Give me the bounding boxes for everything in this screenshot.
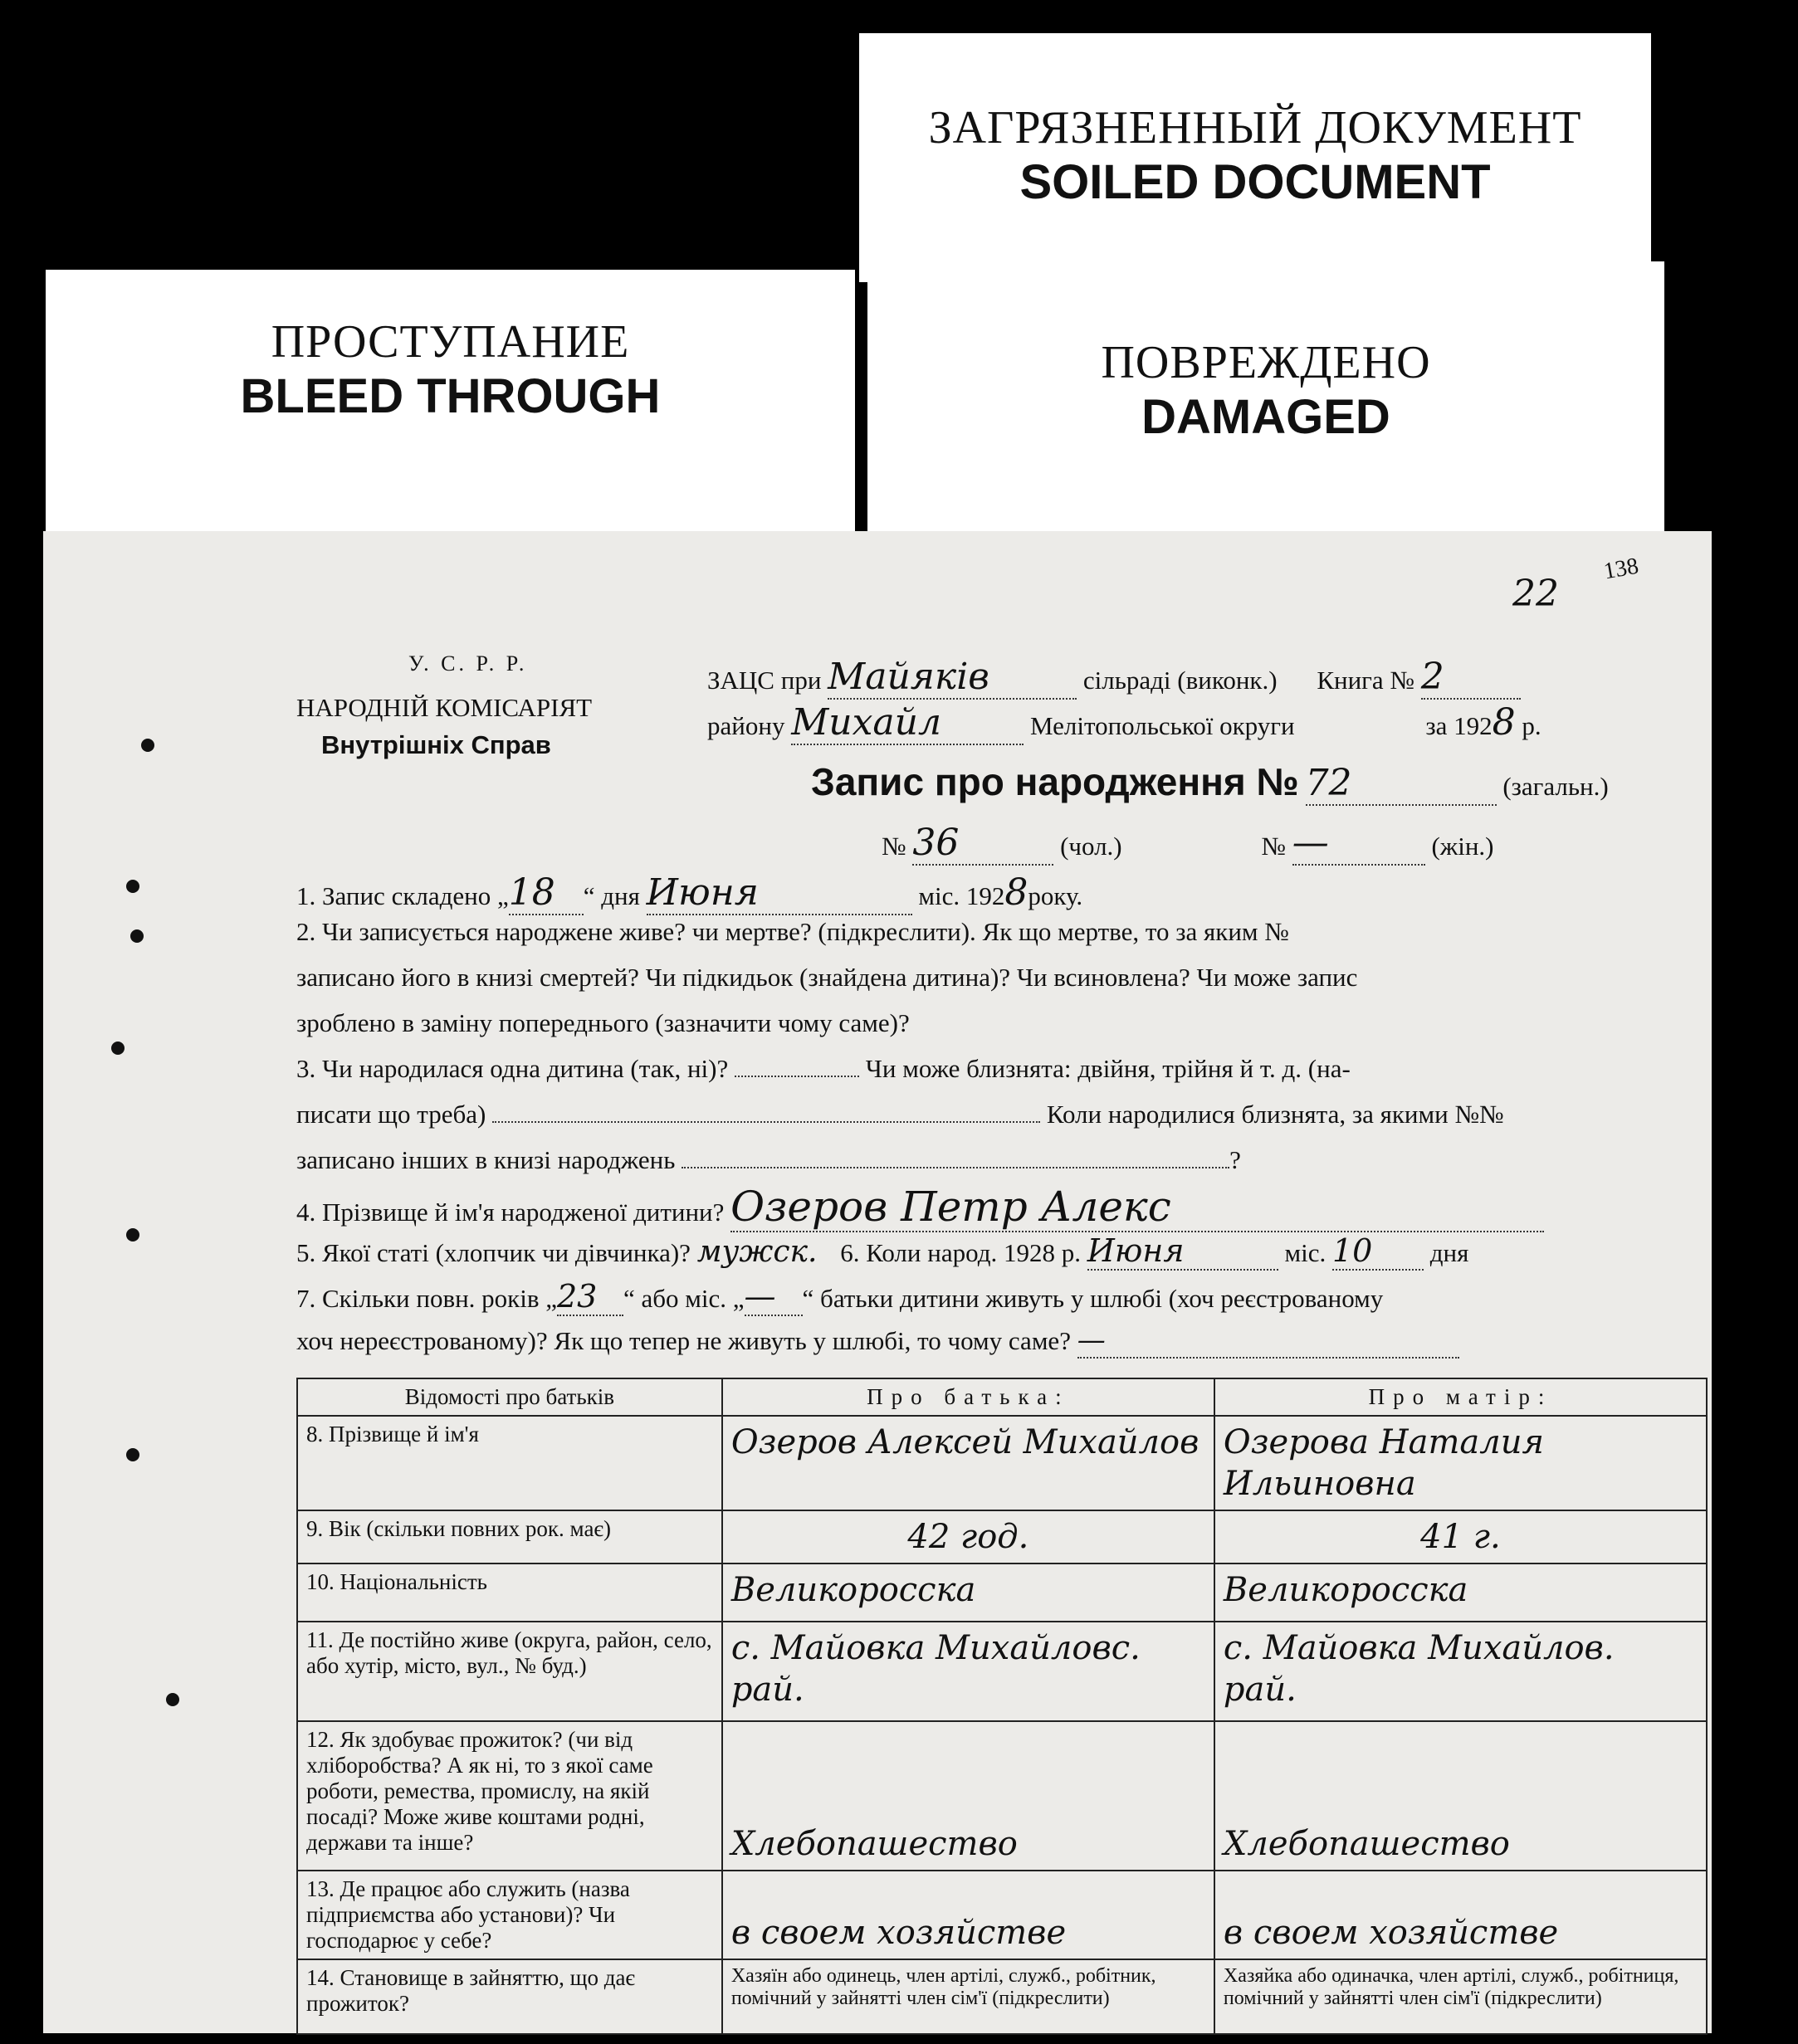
q3-label-c: писати що треба): [296, 1100, 486, 1129]
q3-line-3: записано інших в книзі народжень ?: [296, 1145, 1241, 1174]
row-question: 11. Де постійно живе (округа, район, село, або хутір, місто, вул., № буд.): [297, 1622, 722, 1721]
header-parents-info: Відомості про батьків: [297, 1378, 722, 1416]
table-row: [297, 1563, 1707, 1622]
zagaln-label: (загальн.): [1502, 772, 1609, 801]
table-row: [297, 1959, 1707, 2034]
q1-month: Июня: [647, 871, 912, 915]
zhin-label: (жін.): [1431, 832, 1494, 861]
q1-year: 8: [1004, 871, 1028, 914]
q1-day-label: “ дня: [583, 881, 640, 910]
q7-label-d: хоч нереєстрованому)? Як що тепер не живуть у шлюбі, то чому саме?: [296, 1326, 1071, 1355]
table-row: [297, 1721, 1707, 1871]
q5-q6-line: [296, 1232, 1468, 1271]
year-value: 8: [1492, 701, 1516, 744]
table-header-row: [297, 1378, 1707, 1416]
q1-line: [296, 871, 1082, 915]
zhin-number: —: [1292, 822, 1425, 866]
corner-number-2: 138: [1601, 553, 1641, 585]
okruga-label: Мелітопольської округи: [1029, 711, 1295, 740]
no-sign: №: [1261, 832, 1286, 861]
punch-hole: [111, 1042, 125, 1055]
birth-month-value: Июня: [1087, 1232, 1278, 1271]
q3-line-1: [296, 1054, 1351, 1084]
label-card-soiled: [859, 33, 1651, 282]
row-question: 14. Становище в зайняттю, що дає прожиток?: [297, 1959, 722, 2034]
marriage-years-value: 23: [557, 1278, 623, 1316]
corner-number: 22: [1512, 573, 1559, 615]
header-mother: Про матір:: [1214, 1378, 1707, 1416]
q1-day: 18: [509, 871, 584, 915]
year-suffix: р.: [1522, 711, 1541, 740]
zags-value: Майяків: [828, 656, 1077, 700]
father-value: Озеров Алексей Михайлов: [722, 1416, 1214, 1510]
q7-line-1: [296, 1278, 1383, 1316]
rayon-label: району: [707, 711, 785, 740]
q1-label: 1. Запис складено „: [296, 881, 509, 910]
zags-line: [707, 656, 1521, 700]
record-number: 72: [1306, 762, 1497, 806]
book-value: 2: [1421, 656, 1521, 700]
bleed-label-en: BLEED THROUGH: [240, 369, 661, 423]
punch-hole: [141, 739, 154, 752]
q4-label: 4. Прізвище й ім'я народженої дитини?: [296, 1198, 725, 1227]
commissariat-label: НАРОДНІЙ КОМІСАРІЯТ: [296, 693, 593, 722]
bleed-label-ru: ПРОСТУПАНИЕ: [271, 316, 630, 368]
soiled-label-en: SOILED DOCUMENT: [1019, 155, 1491, 209]
q3-label-e: записано інших в книзі народжень: [296, 1145, 676, 1174]
child-name-value: Озеров Петр Алекс: [730, 1183, 1544, 1232]
damaged-label-ru: ПОВРЕЖДЕНО: [1101, 337, 1431, 388]
q1-month-label: міс. 192: [918, 881, 1005, 910]
table-row: [297, 1416, 1707, 1510]
mother-value: в своем хозяйстве: [1214, 1871, 1707, 1959]
damaged-label-en: DAMAGED: [1141, 390, 1390, 444]
birth-record-form: [43, 531, 1712, 2033]
q3-line-2: [296, 1100, 1504, 1129]
silradi-label: сільраді (виконк.): [1082, 666, 1278, 695]
father-value: 42 год.: [722, 1510, 1214, 1563]
mother-value: Хазяйка або одиначка, член артілі, служб., робітниця, помічний у зайнятті член сім'ї (підкреслити): [1214, 1959, 1707, 2034]
row-question: 9. Вік (скільки повних рок. має): [297, 1510, 722, 1563]
mother-value: Озерова Наталия Ильиновна: [1214, 1416, 1707, 1510]
q7-label-a: 7. Скільки повн. років „: [296, 1284, 557, 1313]
father-value: Великоросска: [722, 1563, 1214, 1622]
q4-line: [296, 1183, 1544, 1232]
q7-label-c: “ батьки дитини живуть у шлюбі (хоч реєстрованому: [802, 1284, 1384, 1313]
department-label: Внутрішніх Справ: [321, 730, 551, 759]
q5-label: 5. Якої статі (хлопчик чи дівчинка)?: [296, 1238, 691, 1267]
chol-number: 36: [912, 822, 1053, 866]
rayon-value: Михайл: [791, 701, 1024, 745]
no-sign: №: [882, 832, 906, 861]
q3-label-d: Коли народилися близнята, за якими №№: [1046, 1100, 1504, 1129]
birth-day-value: 10: [1332, 1232, 1424, 1271]
q2-line-1: 2. Чи записується народжене живе? чи мертве? (підкреслити). Як що мертве, то за яким №: [296, 917, 1289, 946]
q7-line-2: [296, 1324, 1459, 1359]
zags-prefix: ЗАЦС при: [707, 666, 822, 695]
table-row: [297, 1622, 1707, 1721]
row-question: 13. Де працює або служить (назва підприємства або установи)? Чи господарює у себе?: [297, 1871, 722, 1959]
punch-hole: [126, 1228, 139, 1242]
q6-label: 6. Коли народ. 1928 р.: [840, 1238, 1081, 1267]
father-value: в своем хозяйстве: [722, 1871, 1214, 1959]
row-question: 8. Прізвище й ім'я: [297, 1416, 722, 1510]
usrr-label: У. С. Р. Р.: [408, 651, 528, 676]
father-value: Хазяїн або одинець, член артілі, служб., робітник, помічний у зайнятті член сім'ї (підкреслити): [722, 1959, 1214, 2034]
marriage-months-value: —: [745, 1278, 803, 1316]
soiled-label-ru: ЗАГРЯЗНЕННЫЙ ДОКУМЕНТ: [928, 102, 1582, 154]
q3-label-a: 3. Чи народилася одна дитина (так, ні)?: [296, 1054, 729, 1083]
header-father: Про батька:: [722, 1378, 1214, 1416]
title-line: [811, 759, 1609, 806]
mother-value: с. Майовка Михайлов. рай.: [1214, 1622, 1707, 1721]
book-label: Книга №: [1317, 666, 1414, 695]
year-label: за 192: [1425, 711, 1493, 740]
table-row: [297, 1871, 1707, 1959]
table-row: [297, 1510, 1707, 1563]
mother-value: 41 г.: [1214, 1510, 1707, 1563]
father-value: Хлебопашество: [722, 1721, 1214, 1871]
parents-table: [296, 1378, 1708, 2035]
row-question: 10. Національність: [297, 1563, 722, 1622]
punch-hole: [126, 880, 139, 893]
form-title: Запис про народження №: [811, 760, 1299, 803]
q6-day-label: дня: [1429, 1238, 1469, 1267]
q2-line-3: зроблено в заміну попереднього (зазначити чому саме)?: [296, 1008, 910, 1037]
q2-line-2: записано його в книзі смертей? Чи підкидьок (знайдена дитина)? Чи всиновлена? Чи може запис: [296, 963, 1358, 992]
q1-year-label: року.: [1028, 881, 1083, 910]
punch-hole: [166, 1693, 179, 1706]
q7-label-b: “ або міс. „: [623, 1284, 745, 1313]
father-value: с. Майовка Михайловс. рай.: [722, 1622, 1214, 1721]
sex-value: мужск.: [696, 1235, 818, 1269]
q7-value: —: [1077, 1324, 1459, 1359]
row-question: 12. Як здобуває прожиток? (чи від хліборобства? А як ні, то з якої саме роботи, ремества, промислу, на якій посаді? Може живе коштами родні, держави та інше?: [297, 1721, 722, 1871]
punch-hole: [126, 1448, 139, 1461]
sub-numbers-line: [882, 822, 1494, 866]
rayon-line: [707, 701, 1541, 745]
punch-hole: [130, 929, 144, 943]
q6-month-label: міс.: [1284, 1238, 1327, 1267]
mother-value: Великоросска: [1214, 1563, 1707, 1622]
mother-value: Хлебопашество: [1214, 1721, 1707, 1871]
q3-label-b: Чи може близнята: двійня, трійня й т. д. (на-: [865, 1054, 1351, 1083]
chol-label: (чол.): [1060, 832, 1122, 861]
